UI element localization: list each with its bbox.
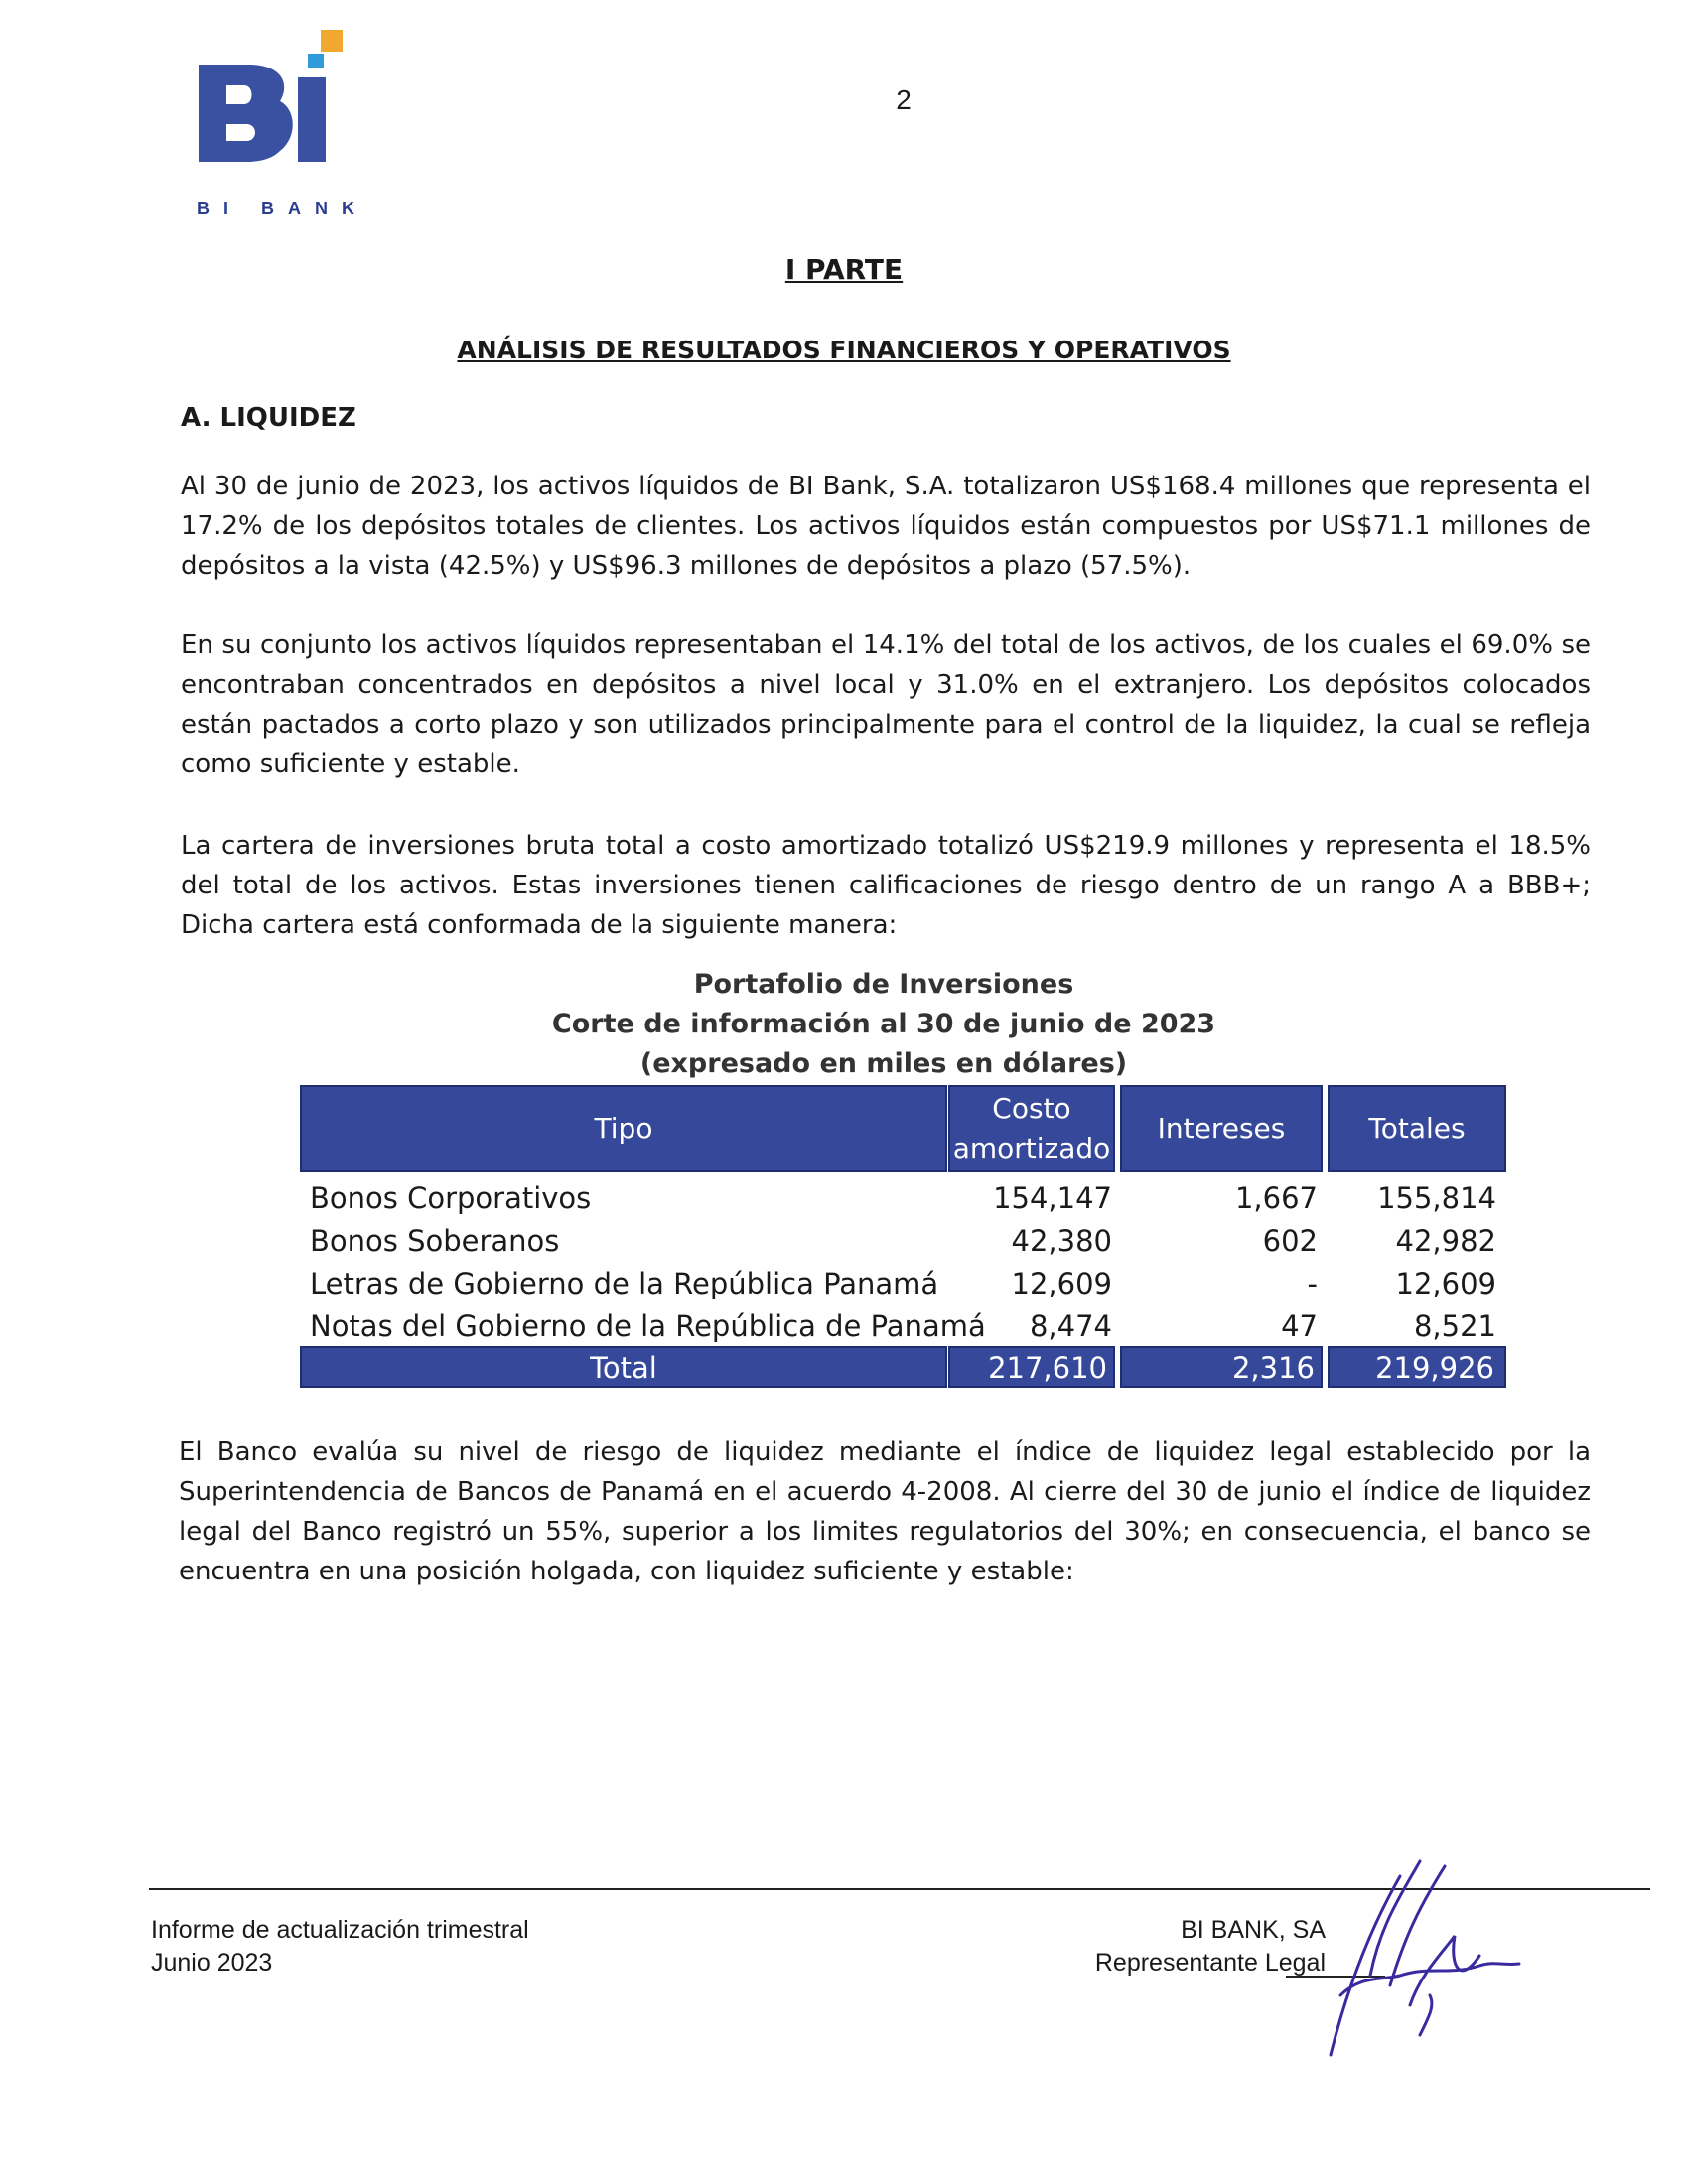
- signature: [1281, 1856, 1559, 2075]
- cell-totales: 12,609: [1395, 1267, 1496, 1300]
- paragraph-asset-concentration: En su conjunto los activos líquidos representaban el 14.1% del total de los activos, de los cuales el 69.0% se encontraban concentrados en depósitos a nivel local y 31.0% en el extranjero. Los depósitos colocados están pactados a corto plazo y son utilizados principalmente para el control de la liquidez, la cual se refleja como suficiente y estable.: [181, 630, 1591, 779]
- table-row: [300, 1263, 1506, 1304]
- cell-costo: 12,609: [1011, 1267, 1112, 1300]
- footer-report-title: Informe de actualización trimestral: [151, 1916, 529, 1944]
- cell-costo: 42,380: [1011, 1224, 1112, 1258]
- cell-tipo: Letras de Gobierno de la República Panamá: [310, 1267, 939, 1300]
- table-subtitle: Corte de información al 30 de junio de 2023: [551, 1009, 1216, 1039]
- total-label: Total: [300, 1346, 947, 1388]
- cell-tipo: Bonos Corporativos: [310, 1181, 592, 1215]
- table-row: [300, 1305, 1506, 1347]
- footer-company: BI BANK, SA: [1181, 1916, 1326, 1944]
- cell-costo: 8,474: [1029, 1309, 1112, 1343]
- column-header-totales: Totales: [1328, 1085, 1506, 1172]
- cell-intereses: 1,667: [1234, 1181, 1318, 1215]
- part-heading: I PARTE: [784, 253, 904, 286]
- paragraph-investment-portfolio: La cartera de inversiones bruta total a costo amortizado totalizó US$219.9 millones y representa el 18.5% del total de los activos. Estas inversiones tienen calificaciones de riesgo dentro de un rango A a BBB+; Dicha cartera está conformada de la siguiente manera:: [181, 831, 1591, 940]
- logo-caption: BI BANK: [197, 199, 368, 218]
- page-number: 2: [896, 84, 912, 115]
- cell-tipo: Notas del Gobierno de la República de Panamá: [310, 1309, 986, 1343]
- footer-role: Representante Legal: [1094, 1949, 1326, 1977]
- cell-tipo: Bonos Soberanos: [310, 1224, 560, 1258]
- footer-signatory: [933, 1914, 1326, 1979]
- total-costo: 217,610: [948, 1346, 1115, 1388]
- column-header-costo: Costo amortizado: [948, 1085, 1115, 1172]
- footer-report-date: Junio 2023: [151, 1949, 273, 1977]
- cell-totales: 42,982: [1395, 1224, 1496, 1258]
- cell-costo: 154,147: [993, 1181, 1112, 1215]
- column-header-tipo: Tipo: [300, 1085, 947, 1172]
- table-row: [300, 1177, 1506, 1219]
- table-row: [300, 1220, 1506, 1262]
- cell-intereses: -: [1307, 1267, 1318, 1300]
- table-title: Portafolio de Inversiones: [693, 969, 1074, 1000]
- column-header-intereses: Intereses: [1120, 1085, 1323, 1172]
- footer-report-info: [151, 1914, 529, 1979]
- paragraph-liquid-assets: Al 30 de junio de 2023, los activos líquidos de BI Bank, S.A. totalizaron US$168.4 millones que representa el 17.2% de los depósitos totales de clientes. Los activos líquidos están compuestos por US$71.1 millones de depósitos a la vista (42.5%) y US$96.3 millones de depósitos a plazo (57.5%).: [181, 472, 1591, 581]
- cell-intereses: 47: [1281, 1309, 1318, 1343]
- cell-totales: 155,814: [1377, 1181, 1496, 1215]
- paragraph-legal-liquidity: El Banco evalúa su nivel de riesgo de liquidez mediante el índice de liquidez legal establecido por la Superintendencia de Bancos de Panamá en el acuerdo 4-2008. Al cierre del 30 de junio el índice de liquidez legal del Banco registró un 55%, superior a los limites regulatorios del 30%; en consecuencia, el banco se encuentra en una posición holgada, con liquidez suficiente y estable:: [179, 1437, 1591, 1586]
- total-totales: 219,926: [1328, 1346, 1506, 1388]
- cell-totales: 8,521: [1413, 1309, 1496, 1343]
- section-heading-liquidez: A. LIQUIDEZ: [181, 403, 356, 433]
- total-intereses: 2,316: [1120, 1346, 1323, 1388]
- cell-intereses: 602: [1262, 1224, 1318, 1258]
- table-units: (expresado en miles en dólares): [639, 1048, 1128, 1079]
- analysis-heading: ANÁLISIS DE RESULTADOS FINANCIEROS Y OPERATIVOS: [457, 336, 1231, 364]
